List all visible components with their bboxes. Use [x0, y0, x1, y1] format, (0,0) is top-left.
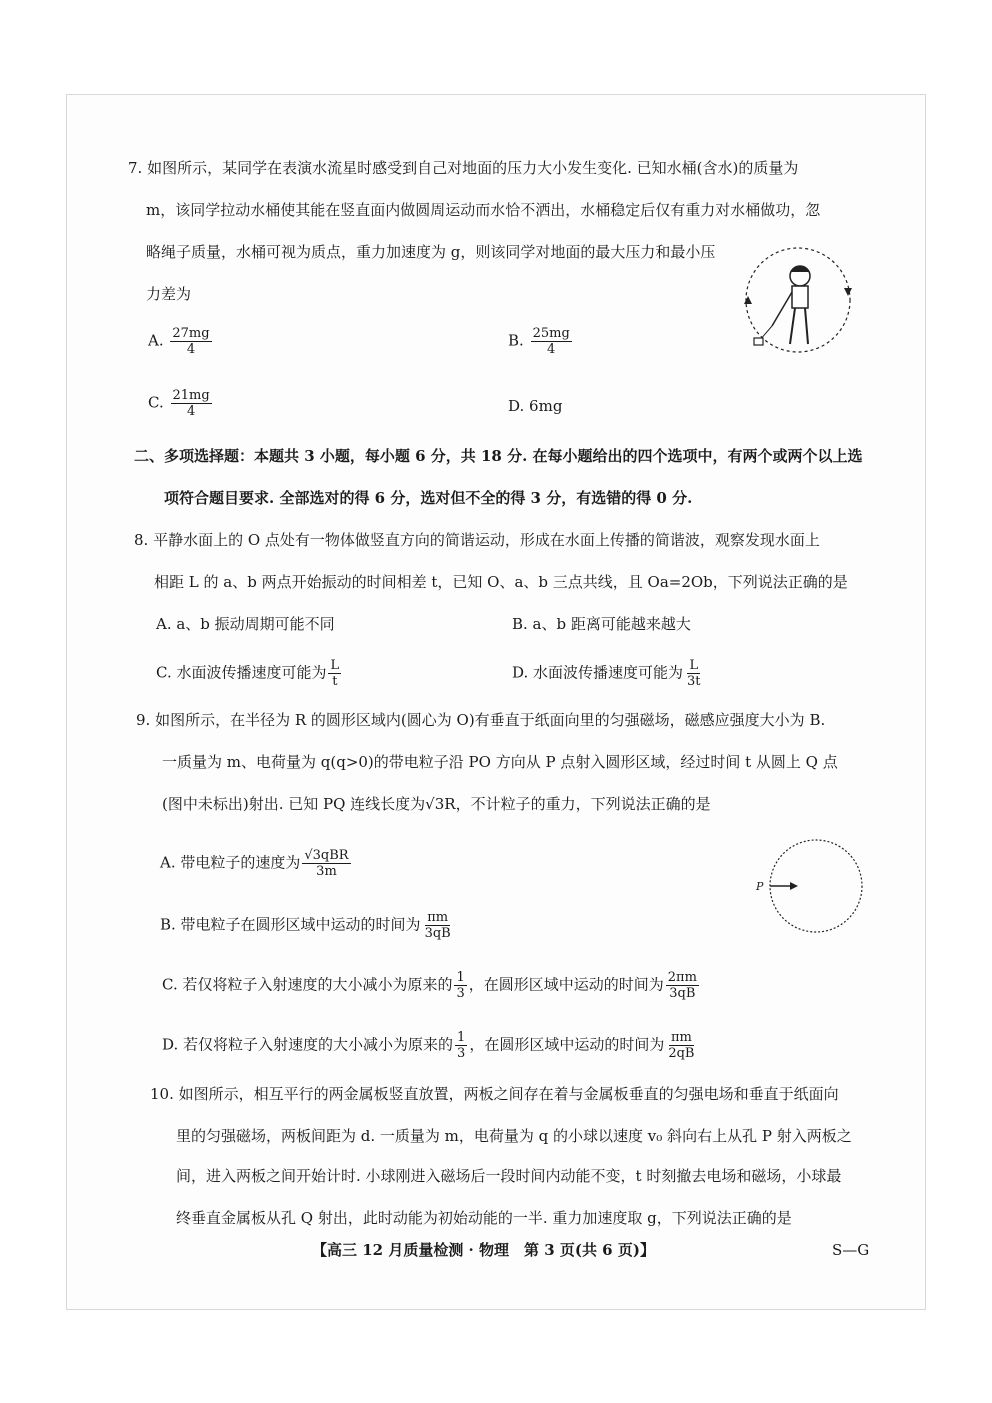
q8-option-c: C. 水面波传播速度可能为 $\frac{L}{t}$ — [156, 658, 340, 689]
q9-line3: (图中未标出)射出. 已知 PQ 连线长度为√3R，不计粒子的重力，下列说法正确的是 — [162, 795, 711, 813]
q9-option-c: C. 若仅将粒子入射速度的大小减小为原来的 $\frac{1}{3}$ ，在圆形区域中运动的时间为 $\frac{2\pi m}{3qB}$ — [162, 970, 697, 1001]
q8-option-d: D. 水面波传播速度可能为 $\frac{L}{3t}$ — [512, 658, 701, 689]
q9-line2: 一质量为 m、电荷量为 q(q>0)的带电粒子沿 PO 方向从 P 点射入圆形区域，经过时间 t 从圆上 Q 点 — [162, 753, 838, 771]
q7-line1: 7. 如图所示，某同学在表演水流星时感受到自己对地面的压力大小发生变化. 已知水桶(含水)的质量为 — [128, 159, 799, 177]
q8-line1: 8. 平静水面上的 O 点处有一物体做竖直方向的简谐运动，形成在水面上传播的简谐波，观察发现水面上 — [134, 531, 820, 549]
q7-line4: 力差为 — [146, 285, 192, 303]
q10-line1: 10. 如图所示，相互平行的两金属板竖直放置，两板之间存在着与金属板垂直的匀强电场和垂直于纸面向 — [150, 1085, 839, 1103]
page-footer: 【高三 12 月质量检测 · 物理 第 3 页(共 6 页)】 — [312, 1241, 655, 1259]
q9-option-a: A. 带电粒子的速度为 $\frac{\text{√3qBR}}{3m}$ — [160, 848, 349, 879]
page-code: S—G — [832, 1241, 870, 1259]
q8-option-b: B. a、b 距离可能越来越大 — [512, 615, 691, 633]
q7-line2: m，该同学拉动水桶使其能在竖直面内做圆周运动而水恰不洒出，水桶稳定后仅有重力对水桶做功，忽 — [146, 201, 821, 219]
q9-magnetic-field-figure — [754, 836, 866, 936]
q9-option-d: D. 若仅将粒子入射速度的大小减小为原来的 $\frac{1}{3}$ ，在圆形区域中运动的时间为 $\frac{\pi m}{2qB}$ — [162, 1030, 695, 1061]
q9-line1: 9. 如图所示，在半径为 R 的圆形区域内(圆心为 O)有垂直于纸面向里的匀强磁场，磁感应强度大小为 B. — [136, 711, 826, 729]
section2-heading-line1: 二、多项选择题：本题共 3 小题，每小题 6 分，共 18 分. 在每小题给出的四个选项中，有两个或两个以上选 — [134, 447, 863, 465]
q7-option-b: B. $\frac{25mg}{4}$ — [508, 326, 570, 357]
section2-heading-line2: 项符合题目要求. 全部选对的得 6 分，选对但不全的得 3 分，有选错的得 0 分. — [164, 489, 693, 507]
q7-water-meteor-figure — [742, 246, 854, 356]
q7-line3: 略绳子质量，水桶可视为质点，重力加速度为 g，则该同学对地面的最大压力和最小压 — [146, 243, 716, 261]
q10-line2: 里的匀强磁场，两板间距为 d. 一质量为 m，电荷量为 q 的小球以速度 v₀ 斜向右上从孔 P 射入两板之 — [176, 1127, 852, 1145]
q8-option-a: A. a、b 振动周期可能不同 — [156, 615, 335, 633]
q9-point-p-label: P — [756, 880, 764, 893]
q10-line4: 终垂直金属板从孔 Q 射出，此时动能为初始动能的一半. 重力加速度取 g，下列说法正确的是 — [176, 1209, 792, 1227]
q8-line2: 相距 L 的 a、b 两点开始振动的时间相差 t，已知 O、a、b 三点共线，且 Oa=2Ob，下列说法正确的是 — [154, 573, 848, 591]
q7-option-d: D. 6mg — [508, 397, 563, 415]
q10-line3: 间，进入两板之间开始计时. 小球刚进入磁场后一段时间内动能不变，t 时刻撤去电场和磁场，小球最 — [176, 1167, 842, 1185]
q7-option-a: A. $\frac{27mg}{4}$ — [148, 326, 210, 357]
q7-option-c: C. $\frac{21mg}{4}$ — [148, 388, 210, 419]
q9-option-b: B. 带电粒子在圆形区域中运动的时间为 $\frac{\pi m}{3qB}$ — [160, 910, 451, 941]
